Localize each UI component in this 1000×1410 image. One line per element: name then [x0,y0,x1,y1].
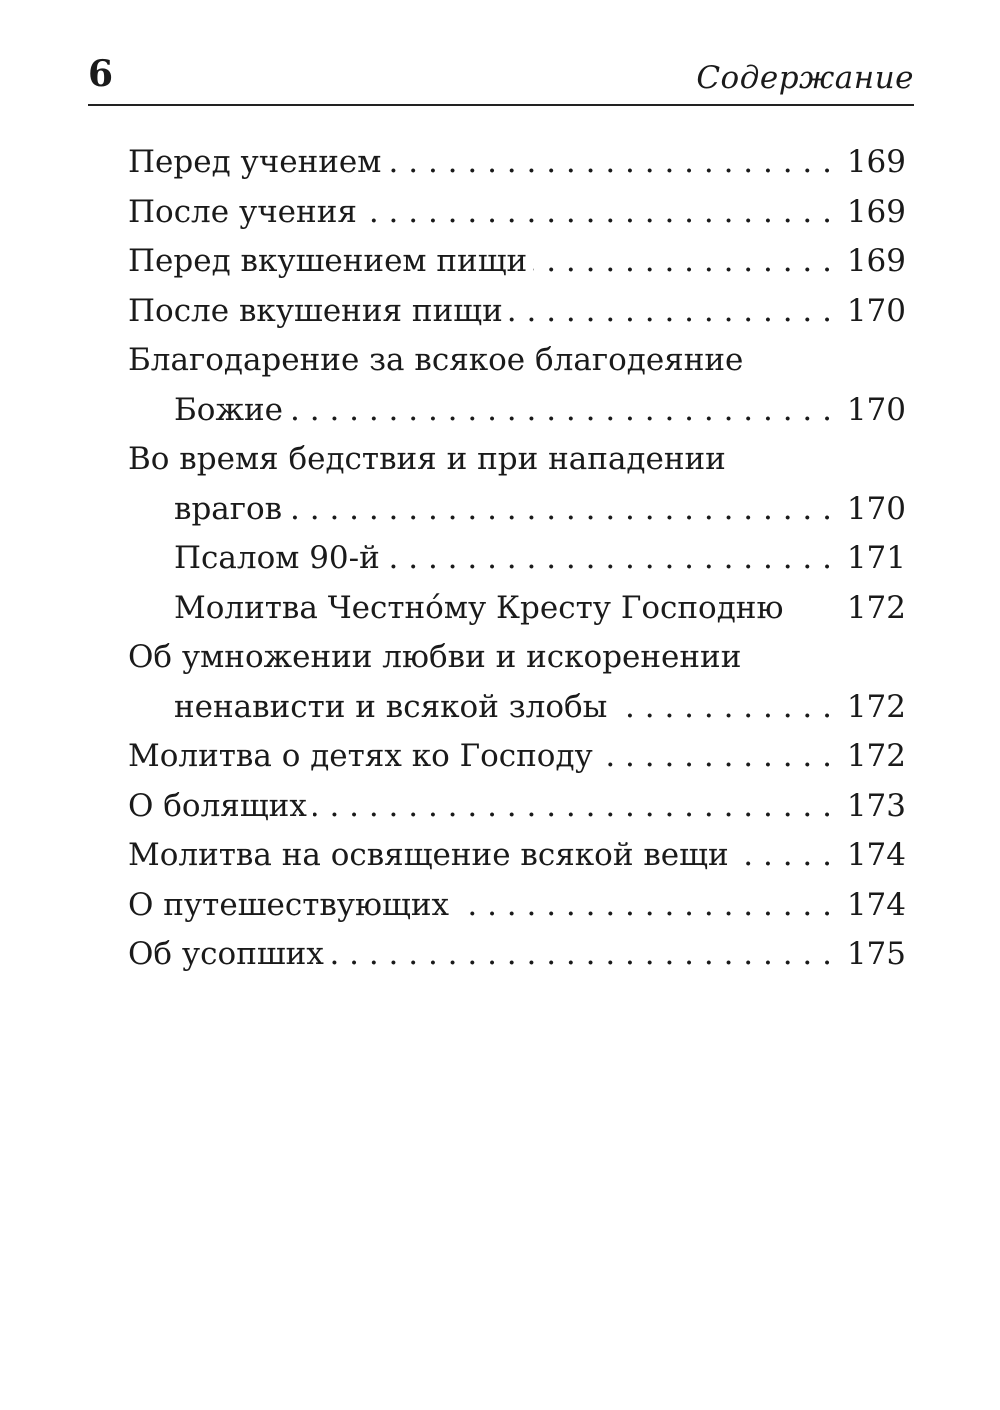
toc-entry-page: 172 [846,688,906,725]
dot-leader [613,683,832,733]
toc-entry-page: 173 [846,787,906,824]
dot-leader [363,188,832,238]
toc-entry-title: О путешествующих [128,886,449,923]
toc-entry-page: 170 [846,391,906,428]
toc-entry-title: Молитва на освящение всякой вещи [128,837,729,873]
toc-entry-page: 174 [846,837,906,873]
toc-entry [128,633,906,683]
toc-entry [128,732,906,782]
toc-entry [128,831,906,881]
toc-entry-page: 169 [846,193,906,230]
toc-entry-page: 175 [846,936,906,972]
running-title: Содержание [696,60,914,96]
dot-leader [313,782,832,832]
toc-entry-page: 169 [846,144,906,180]
toc-entry [128,287,906,337]
toc-entry-title: ненависти и всякой злобы [174,688,608,725]
dot-leader [599,732,832,782]
toc-entry-title: После учения [128,193,357,230]
dot-leader [735,831,832,881]
dot-leader [533,237,832,287]
toc-entry-page: 174 [846,886,906,923]
dot-leader [386,534,832,584]
toc-entry [128,138,906,188]
dot-leader [288,485,832,535]
toc-entry [128,930,906,980]
toc-entry-page: 170 [846,490,906,527]
table-of-contents [128,138,906,980]
toc-entry-title: Перед учением [128,144,382,180]
toc-entry-title: После вкушения пищи [128,292,503,329]
toc-entry-title: Во время бедствия и при нападении [128,441,726,477]
toc-entry-title: О болящих [128,787,307,824]
toc-entry [128,386,906,436]
toc-entry [128,188,906,238]
dot-leader [387,138,832,188]
running-header [88,52,914,106]
toc-entry [128,782,906,832]
toc-entry [128,485,906,535]
toc-entry-page: 171 [846,540,906,576]
toc-entry-page: 172 [846,738,906,774]
toc-entry-title: Благодарение за всякое благодеяние [128,342,744,378]
toc-entry-title: Перед вкушением пищи [128,243,528,279]
toc-entry-title: Божие [174,391,283,428]
toc-entry [128,584,906,634]
toc-entry-title: Об усопших [128,936,324,972]
toc-entry [128,336,906,386]
toc-entry [128,881,906,931]
dot-leader [289,386,832,436]
dot-leader [330,930,832,980]
toc-entry [128,683,906,733]
toc-entry [128,435,906,485]
toc-entry-page: 172 [846,589,906,626]
toc-entry [128,237,906,287]
toc-entry [128,534,906,584]
dot-leader [455,881,832,931]
page-number: 6 [88,53,114,95]
toc-entry-title: врагов [174,490,283,527]
toc-entry-title: Молитва о детях ко Господу [128,738,593,774]
toc-entry-title: Молитва Честно́му Кресту Господню [174,589,784,626]
toc-entry-title: Об умножении любви и искоренении [128,639,742,675]
dot-leader [509,287,832,337]
toc-entry-title: Псалом 90-й [174,540,380,576]
toc-entry-page: 170 [846,292,906,329]
toc-entry-page: 169 [846,243,906,279]
